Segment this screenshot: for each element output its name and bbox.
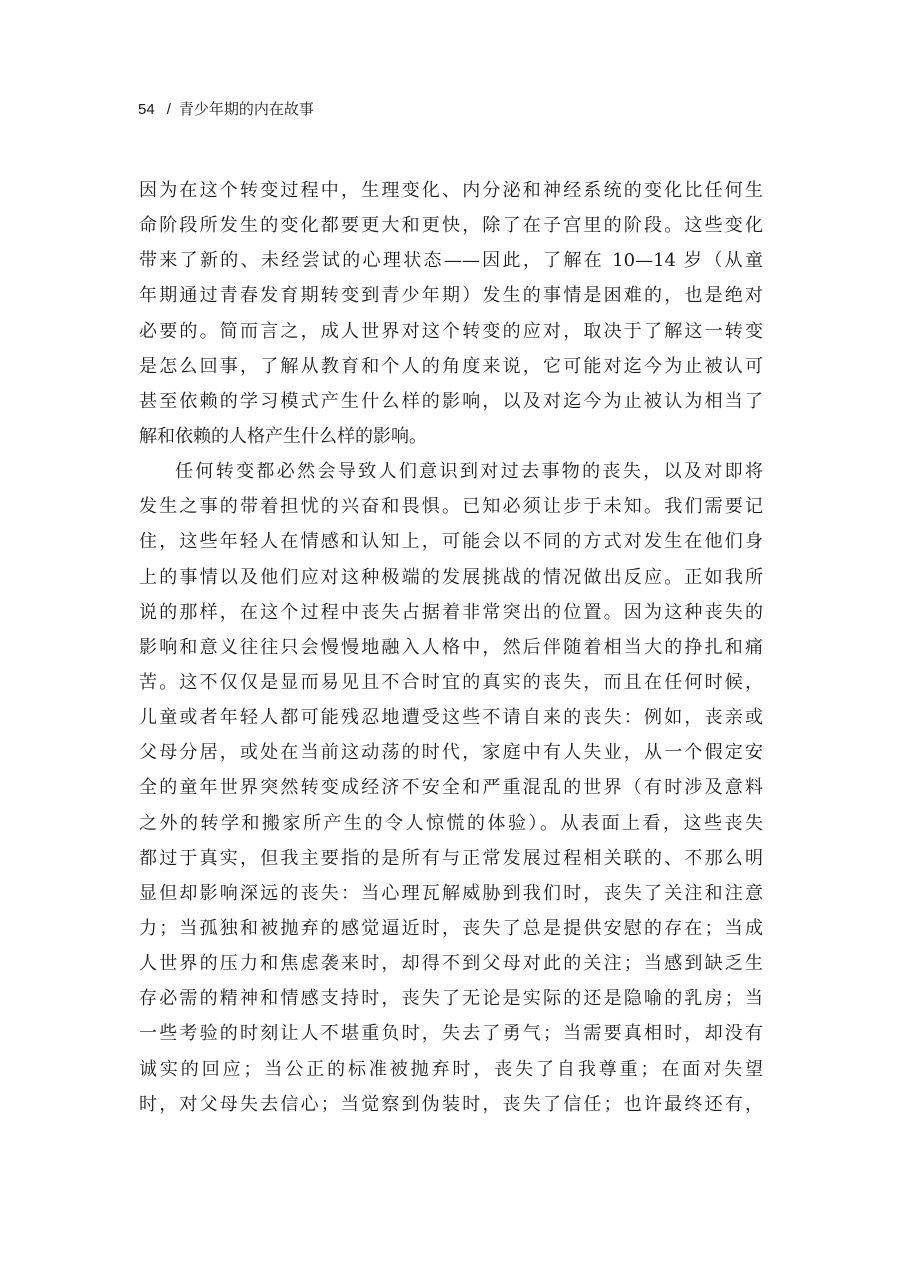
text-line: 住，这些年轻人在情感和认知上，可能会以不同的方式对发生在他们身	[139, 531, 763, 553]
text-line: 儿童或者年轻人都可能残忍地遭受这些不请自来的丧失：例如，丧亲或	[139, 707, 763, 729]
text-line: 都过于真实，但我主要指的是所有与正常发展过程相关联的、不那么明	[139, 847, 763, 869]
text-line: 显但却影响深远的丧失：当心理瓦解威胁到我们时，丧失了关注和注意	[139, 882, 763, 904]
running-header	[138, 100, 314, 120]
text-line: 甚至依赖的学习模式产生什么样的影响，以及对迄今为止被认为相当了	[139, 390, 763, 412]
text-line: 父母分居，或处在当前这动荡的时代，家庭中有人失业，从一个假定安	[139, 742, 763, 764]
text-line: 人世界的压力和焦虑袭来时，却得不到父母对此的关注；当感到缺乏生	[139, 953, 763, 975]
text-line: 影响和意义往往只会慢慢地融入人格中，然后伴随着相当大的挣扎和痛	[139, 636, 763, 658]
paragraph-2	[139, 454, 763, 1122]
text-line: 必要的。简而言之，成人世界对这个转变的应对，取决于了解这一转变	[139, 320, 763, 342]
text-line: 全的童年世界突然转变成经济不安全和严重混乱的世界（有时涉及意料	[139, 777, 763, 799]
text-line: 苦。这不仅仅是显而易见且不合时宜的真实的丧失，而且在任何时候，	[139, 671, 763, 693]
text-line: 解和依赖的人格产生什么样的影响。	[139, 425, 427, 447]
text-line: 年期通过青春发育期转变到青少年期）发生的事情是困难的，也是绝对	[139, 285, 763, 307]
text-line-indented: 任何转变都必然会导致人们意识到对过去事物的丧失，以及对即将	[175, 461, 763, 483]
text-line: 上的事情以及他们应对这种极端的发展挑战的情况做出反应。正如我所	[139, 566, 763, 588]
text-line: 带来了新的、未经尝试的心理状态——因此，了解在 10—14 岁（从童	[139, 250, 763, 272]
header-separator: /	[166, 101, 171, 118]
text-line: 一些考验的时刻让人不堪重负时，失去了勇气；当需要真相时，却没有	[139, 1023, 763, 1045]
paragraph-1	[139, 173, 763, 454]
text-line: 命阶段所发生的变化都要更大和更快，除了在子宫里的阶段。这些变化	[139, 215, 763, 237]
text-line: 时，对父母失去信心；当觉察到伪装时，丧失了信任；也许最终还有，	[139, 1093, 763, 1115]
text-line: 说的那样，在这个过程中丧失占据着非常突出的位置。因为这种丧失的	[139, 601, 763, 623]
text-line: 力；当孤独和被抛弃的感觉逼近时，丧失了总是提供安慰的存在；当成	[139, 917, 763, 939]
text-line: 因为在这个转变过程中，生理变化、内分泌和神经系统的变化比任何生	[139, 180, 763, 201]
text-line: 之外的转学和搬家所产生的令人惊慌的体验）。从表面上看，这些丧失	[139, 812, 763, 834]
book-title: 青少年期的内在故事	[178, 101, 314, 118]
text-line: 诚实的回应；当公正的标准被抛弃时，丧失了自我尊重；在面对失望	[139, 1058, 763, 1080]
text-line: 发生之事的带着担忧的兴奋和畏惧。已知必须让步于未知。我们需要记	[139, 496, 763, 518]
page-number: 54	[138, 101, 155, 118]
text-line: 是怎么回事，了解从教育和个人的角度来说，它可能对迄今为止被认可	[139, 355, 763, 377]
body-text	[139, 173, 763, 1122]
text-line: 存必需的精神和情感支持时，丧失了无论是实际的还是隐喻的乳房；当	[139, 988, 763, 1010]
